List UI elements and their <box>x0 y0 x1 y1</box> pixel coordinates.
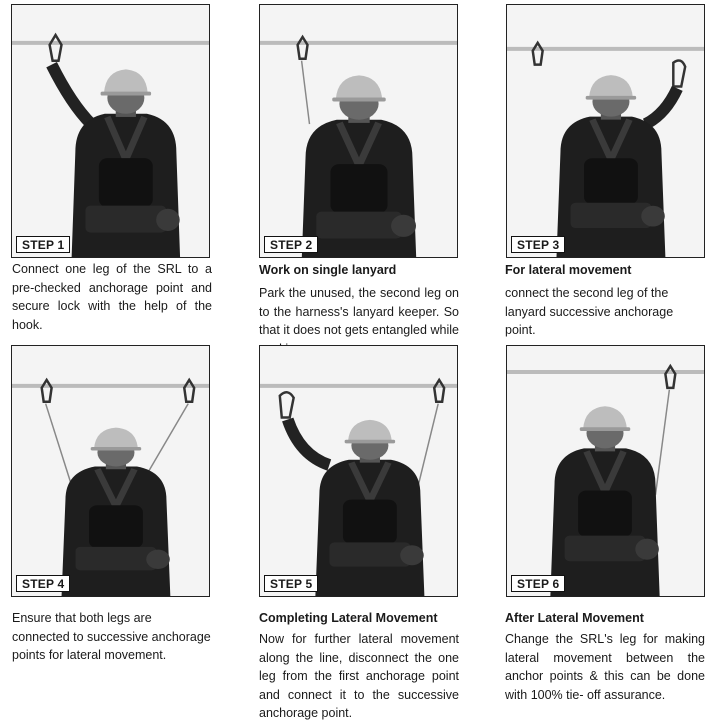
step-5-title: Completing Lateral Movement <box>259 611 438 625</box>
step-1-description: Connect one leg of the SRL to a pre-checked anchorage point and secure lock with the help of the hook. <box>12 262 212 332</box>
step-label: STEP 5 <box>264 575 318 592</box>
step-2-title: Work on single lanyard <box>259 263 397 277</box>
step-4-photo <box>11 345 210 597</box>
step-5-photo <box>259 345 458 597</box>
worker-illustration <box>507 346 704 596</box>
step-3-photo <box>506 4 705 258</box>
step-3-title: For lateral movement <box>505 263 632 277</box>
step-label: STEP 3 <box>511 236 565 253</box>
step-6-description: Change the SRL's leg for making lateral movement between the anchor points & this can be done with 100% tie- off assurance. <box>505 632 705 702</box>
worker-illustration <box>507 5 704 257</box>
worker-illustration <box>12 346 209 596</box>
step-4-description: Ensure that both legs are connected to successive anchorage points for lateral movement. <box>12 611 211 662</box>
step-5-description: Now for further lateral movement along the line, disconnect the one leg from the first anchorage point and connect it to the successive anchorage point. <box>259 632 459 720</box>
step-label: STEP 6 <box>511 575 565 592</box>
step-label: STEP 2 <box>264 236 318 253</box>
step-6-title: After Lateral Movement <box>505 611 644 625</box>
step-3-description: connect the second leg of the lanyard successive anchorage point. <box>505 286 674 337</box>
worker-illustration <box>260 346 457 596</box>
step-6-photo <box>506 345 705 597</box>
step-label: STEP 1 <box>16 236 70 253</box>
step-1-photo <box>11 4 210 258</box>
worker-illustration <box>12 5 209 257</box>
step-label: STEP 4 <box>16 575 70 592</box>
step-2-photo <box>259 4 458 258</box>
worker-illustration <box>260 5 457 257</box>
step-2-description: Park the unused, the second leg on to the harness's lanyard keeper. So that it does not gets entangled while <box>259 286 459 337</box>
